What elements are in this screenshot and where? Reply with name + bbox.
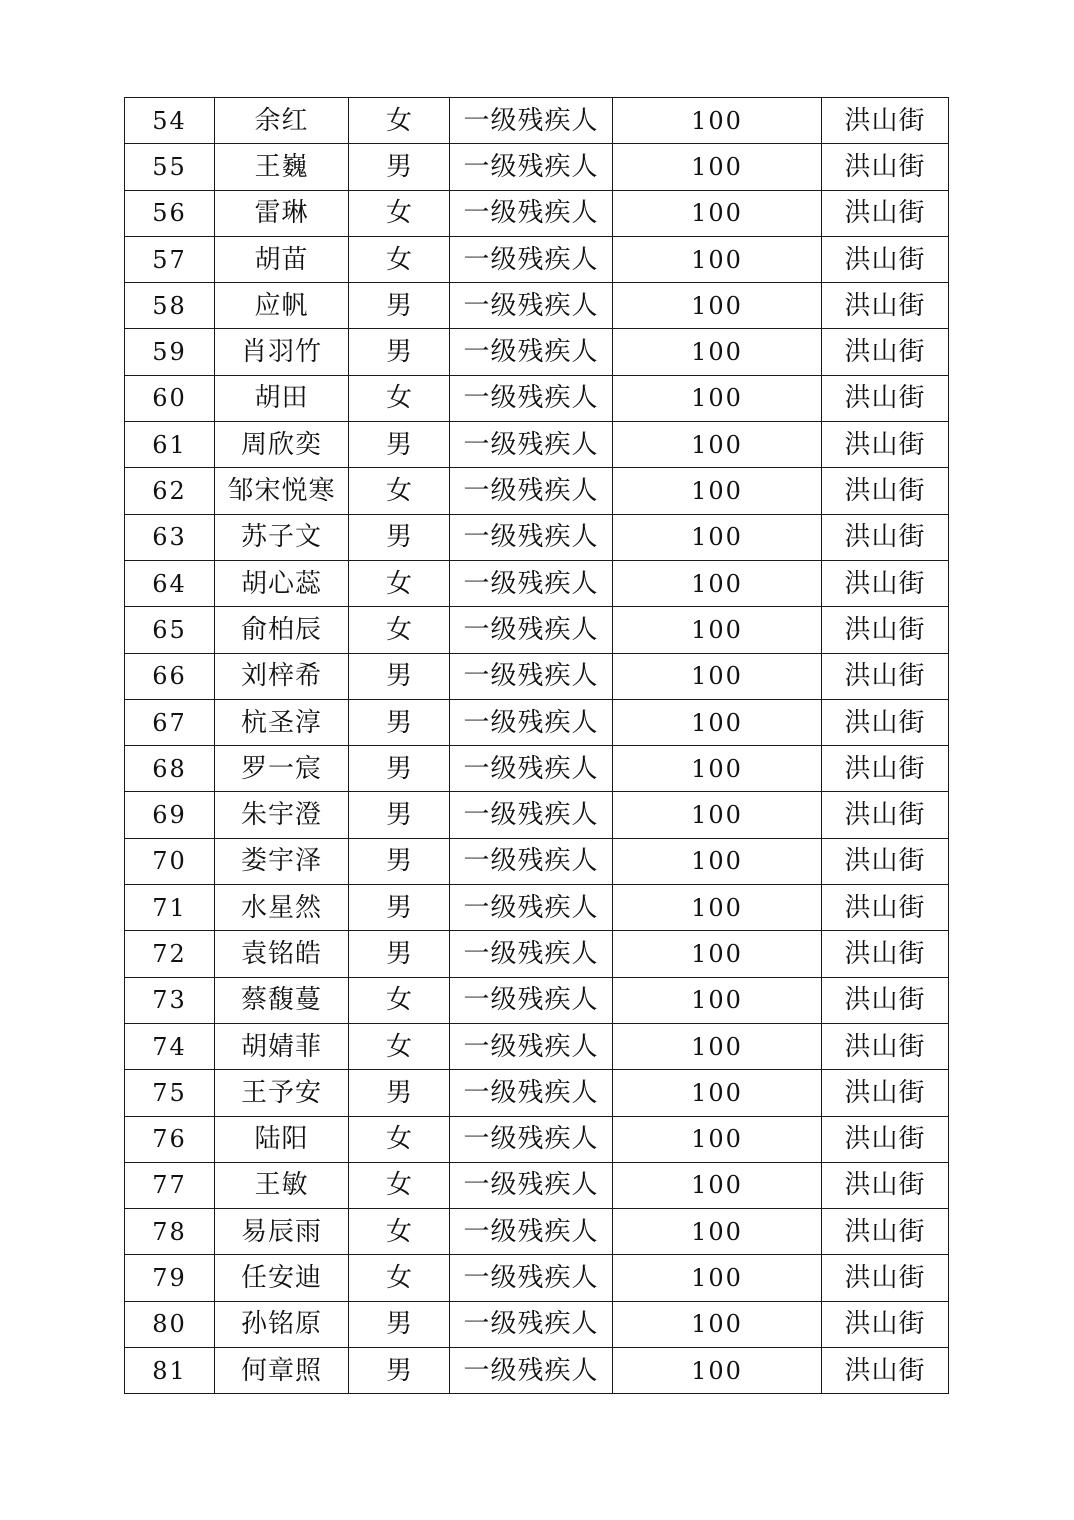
gender-cell: 女 — [349, 607, 450, 653]
person-name-cell: 娄宇泽 — [215, 838, 349, 884]
row-number-cell: 71 — [125, 885, 215, 931]
disability-level-cell: 一级残疾人 — [450, 1209, 613, 1255]
street-cell: 洪山街 — [822, 329, 949, 375]
gender-cell: 女 — [349, 190, 450, 236]
gender-cell: 女 — [349, 560, 450, 606]
disability-level-cell: 一级残疾人 — [450, 560, 613, 606]
person-name-cell: 俞柏辰 — [215, 607, 349, 653]
disability-level-cell: 一级残疾人 — [450, 514, 613, 560]
row-number-cell: 64 — [125, 560, 215, 606]
gender-cell: 男 — [349, 653, 450, 699]
person-name-cell: 罗一宸 — [215, 746, 349, 792]
amount-cell: 100 — [613, 1255, 822, 1301]
row-number-cell: 59 — [125, 329, 215, 375]
gender-cell: 男 — [349, 1070, 450, 1116]
table-row — [125, 607, 949, 653]
row-number-cell: 69 — [125, 792, 215, 838]
person-name-cell: 何章照 — [215, 1348, 349, 1394]
table-row — [125, 1070, 949, 1116]
person-name-cell: 雷琳 — [215, 190, 349, 236]
disability-level-cell: 一级残疾人 — [450, 838, 613, 884]
disability-level-cell: 一级残疾人 — [450, 885, 613, 931]
street-cell: 洪山街 — [822, 422, 949, 468]
person-name-cell: 胡婧菲 — [215, 1023, 349, 1069]
amount-cell: 100 — [613, 931, 822, 977]
row-number-cell: 80 — [125, 1301, 215, 1347]
disability-level-cell: 一级残疾人 — [450, 699, 613, 745]
person-name-cell: 应帆 — [215, 283, 349, 329]
amount-cell: 100 — [613, 468, 822, 514]
gender-cell: 男 — [349, 699, 450, 745]
amount-cell: 100 — [613, 236, 822, 282]
gender-cell: 男 — [349, 792, 450, 838]
gender-cell: 男 — [349, 329, 450, 375]
street-cell: 洪山街 — [822, 746, 949, 792]
disability-level-cell: 一级残疾人 — [450, 607, 613, 653]
amount-cell: 100 — [613, 329, 822, 375]
street-cell: 洪山街 — [822, 1023, 949, 1069]
amount-cell: 100 — [613, 560, 822, 606]
disability-level-cell: 一级残疾人 — [450, 792, 613, 838]
street-cell: 洪山街 — [822, 977, 949, 1023]
amount-cell: 100 — [613, 977, 822, 1023]
gender-cell: 女 — [349, 1162, 450, 1208]
person-name-cell: 胡心蕊 — [215, 560, 349, 606]
person-name-cell: 水星然 — [215, 885, 349, 931]
disability-level-cell: 一级残疾人 — [450, 236, 613, 282]
street-cell: 洪山街 — [822, 98, 949, 144]
disability-level-cell: 一级残疾人 — [450, 977, 613, 1023]
amount-cell: 100 — [613, 514, 822, 560]
row-number-cell: 58 — [125, 283, 215, 329]
street-cell: 洪山街 — [822, 931, 949, 977]
person-name-cell: 孙铭原 — [215, 1301, 349, 1347]
person-name-cell: 余红 — [215, 98, 349, 144]
gender-cell: 男 — [349, 283, 450, 329]
person-name-cell: 任安迪 — [215, 1255, 349, 1301]
street-cell: 洪山街 — [822, 653, 949, 699]
gender-cell: 男 — [349, 1301, 450, 1347]
table-row — [125, 885, 949, 931]
street-cell: 洪山街 — [822, 560, 949, 606]
table-row — [125, 1162, 949, 1208]
amount-cell: 100 — [613, 98, 822, 144]
row-number-cell: 57 — [125, 236, 215, 282]
table-row — [125, 98, 949, 144]
amount-cell: 100 — [613, 699, 822, 745]
street-cell: 洪山街 — [822, 1070, 949, 1116]
person-name-cell: 杭圣淳 — [215, 699, 349, 745]
table-row — [125, 1023, 949, 1069]
street-cell: 洪山街 — [822, 1209, 949, 1255]
gender-cell: 男 — [349, 746, 450, 792]
row-number-cell: 68 — [125, 746, 215, 792]
row-number-cell: 78 — [125, 1209, 215, 1255]
amount-cell: 100 — [613, 375, 822, 421]
roster-table-body — [125, 98, 949, 1394]
disability-level-cell: 一级残疾人 — [450, 746, 613, 792]
disability-level-cell: 一级残疾人 — [450, 329, 613, 375]
row-number-cell: 77 — [125, 1162, 215, 1208]
row-number-cell: 60 — [125, 375, 215, 421]
gender-cell: 女 — [349, 375, 450, 421]
table-row — [125, 468, 949, 514]
amount-cell: 100 — [613, 190, 822, 236]
row-number-cell: 74 — [125, 1023, 215, 1069]
row-number-cell: 72 — [125, 931, 215, 977]
amount-cell: 100 — [613, 422, 822, 468]
table-row — [125, 1348, 949, 1394]
gender-cell: 男 — [349, 931, 450, 977]
amount-cell: 100 — [613, 1116, 822, 1162]
disability-level-cell: 一级残疾人 — [450, 1023, 613, 1069]
table-row — [125, 1116, 949, 1162]
person-name-cell: 邹宋悦寒 — [215, 468, 349, 514]
gender-cell: 男 — [349, 144, 450, 190]
gender-cell: 女 — [349, 1255, 450, 1301]
disability-level-cell: 一级残疾人 — [450, 375, 613, 421]
gender-cell: 女 — [349, 1209, 450, 1255]
amount-cell: 100 — [613, 792, 822, 838]
amount-cell: 100 — [613, 1070, 822, 1116]
street-cell: 洪山街 — [822, 236, 949, 282]
person-name-cell: 陆阳 — [215, 1116, 349, 1162]
row-number-cell: 73 — [125, 977, 215, 1023]
disability-level-cell: 一级残疾人 — [450, 283, 613, 329]
table-row — [125, 931, 949, 977]
row-number-cell: 61 — [125, 422, 215, 468]
street-cell: 洪山街 — [822, 838, 949, 884]
disability-level-cell: 一级残疾人 — [450, 1301, 613, 1347]
table-row — [125, 792, 949, 838]
row-number-cell: 79 — [125, 1255, 215, 1301]
amount-cell: 100 — [613, 1209, 822, 1255]
table-row — [125, 977, 949, 1023]
disability-level-cell: 一级残疾人 — [450, 468, 613, 514]
table-row — [125, 746, 949, 792]
table-row — [125, 236, 949, 282]
amount-cell: 100 — [613, 1301, 822, 1347]
street-cell: 洪山街 — [822, 283, 949, 329]
table-row — [125, 329, 949, 375]
person-name-cell: 胡苗 — [215, 236, 349, 282]
gender-cell: 男 — [349, 514, 450, 560]
table-row — [125, 699, 949, 745]
person-name-cell: 朱宇澄 — [215, 792, 349, 838]
row-number-cell: 70 — [125, 838, 215, 884]
disability-level-cell: 一级残疾人 — [450, 144, 613, 190]
row-number-cell: 66 — [125, 653, 215, 699]
gender-cell: 女 — [349, 98, 450, 144]
table-row — [125, 1255, 949, 1301]
table-row — [125, 144, 949, 190]
disability-level-cell: 一级残疾人 — [450, 190, 613, 236]
person-name-cell: 肖羽竹 — [215, 329, 349, 375]
gender-cell: 女 — [349, 1116, 450, 1162]
table-row — [125, 1301, 949, 1347]
amount-cell: 100 — [613, 746, 822, 792]
amount-cell: 100 — [613, 885, 822, 931]
row-number-cell: 55 — [125, 144, 215, 190]
disability-level-cell: 一级残疾人 — [450, 1348, 613, 1394]
street-cell: 洪山街 — [822, 190, 949, 236]
disability-level-cell: 一级残疾人 — [450, 653, 613, 699]
row-number-cell: 54 — [125, 98, 215, 144]
person-name-cell: 周欣奕 — [215, 422, 349, 468]
person-name-cell: 易辰雨 — [215, 1209, 349, 1255]
gender-cell: 男 — [349, 1348, 450, 1394]
disability-level-cell: 一级残疾人 — [450, 1255, 613, 1301]
row-number-cell: 65 — [125, 607, 215, 653]
row-number-cell: 62 — [125, 468, 215, 514]
gender-cell: 女 — [349, 977, 450, 1023]
person-name-cell: 蔡馥蔓 — [215, 977, 349, 1023]
person-name-cell: 胡田 — [215, 375, 349, 421]
amount-cell: 100 — [613, 653, 822, 699]
table-row — [125, 375, 949, 421]
disability-level-cell: 一级残疾人 — [450, 1162, 613, 1208]
street-cell: 洪山街 — [822, 1116, 949, 1162]
row-number-cell: 67 — [125, 699, 215, 745]
person-name-cell: 王巍 — [215, 144, 349, 190]
row-number-cell: 76 — [125, 1116, 215, 1162]
person-name-cell: 苏子文 — [215, 514, 349, 560]
person-name-cell: 王敏 — [215, 1162, 349, 1208]
person-name-cell: 袁铭皓 — [215, 931, 349, 977]
street-cell: 洪山街 — [822, 144, 949, 190]
gender-cell: 男 — [349, 838, 450, 884]
gender-cell: 女 — [349, 468, 450, 514]
table-row — [125, 422, 949, 468]
street-cell: 洪山街 — [822, 468, 949, 514]
gender-cell: 男 — [349, 422, 450, 468]
table-row — [125, 190, 949, 236]
person-name-cell: 王予安 — [215, 1070, 349, 1116]
street-cell: 洪山街 — [822, 699, 949, 745]
amount-cell: 100 — [613, 607, 822, 653]
amount-cell: 100 — [613, 144, 822, 190]
table-row — [125, 283, 949, 329]
street-cell: 洪山街 — [822, 375, 949, 421]
amount-cell: 100 — [613, 1023, 822, 1069]
street-cell: 洪山街 — [822, 792, 949, 838]
gender-cell: 女 — [349, 1023, 450, 1069]
street-cell: 洪山街 — [822, 514, 949, 560]
gender-cell: 女 — [349, 236, 450, 282]
street-cell: 洪山街 — [822, 1255, 949, 1301]
row-number-cell: 63 — [125, 514, 215, 560]
gender-cell: 男 — [349, 885, 450, 931]
table-row — [125, 1209, 949, 1255]
street-cell: 洪山街 — [822, 1162, 949, 1208]
street-cell: 洪山街 — [822, 1301, 949, 1347]
street-cell: 洪山街 — [822, 885, 949, 931]
row-number-cell: 81 — [125, 1348, 215, 1394]
table-row — [125, 514, 949, 560]
disability-level-cell: 一级残疾人 — [450, 931, 613, 977]
disability-level-cell: 一级残疾人 — [450, 422, 613, 468]
table-row — [125, 838, 949, 884]
row-number-cell: 75 — [125, 1070, 215, 1116]
table-row — [125, 653, 949, 699]
disability-level-cell: 一级残疾人 — [450, 98, 613, 144]
amount-cell: 100 — [613, 1348, 822, 1394]
amount-cell: 100 — [613, 838, 822, 884]
street-cell: 洪山街 — [822, 1348, 949, 1394]
table-row — [125, 560, 949, 606]
roster-table — [124, 97, 949, 1394]
amount-cell: 100 — [613, 1162, 822, 1208]
amount-cell: 100 — [613, 283, 822, 329]
person-name-cell: 刘梓希 — [215, 653, 349, 699]
street-cell: 洪山街 — [822, 607, 949, 653]
disability-level-cell: 一级残疾人 — [450, 1116, 613, 1162]
disability-level-cell: 一级残疾人 — [450, 1070, 613, 1116]
row-number-cell: 56 — [125, 190, 215, 236]
